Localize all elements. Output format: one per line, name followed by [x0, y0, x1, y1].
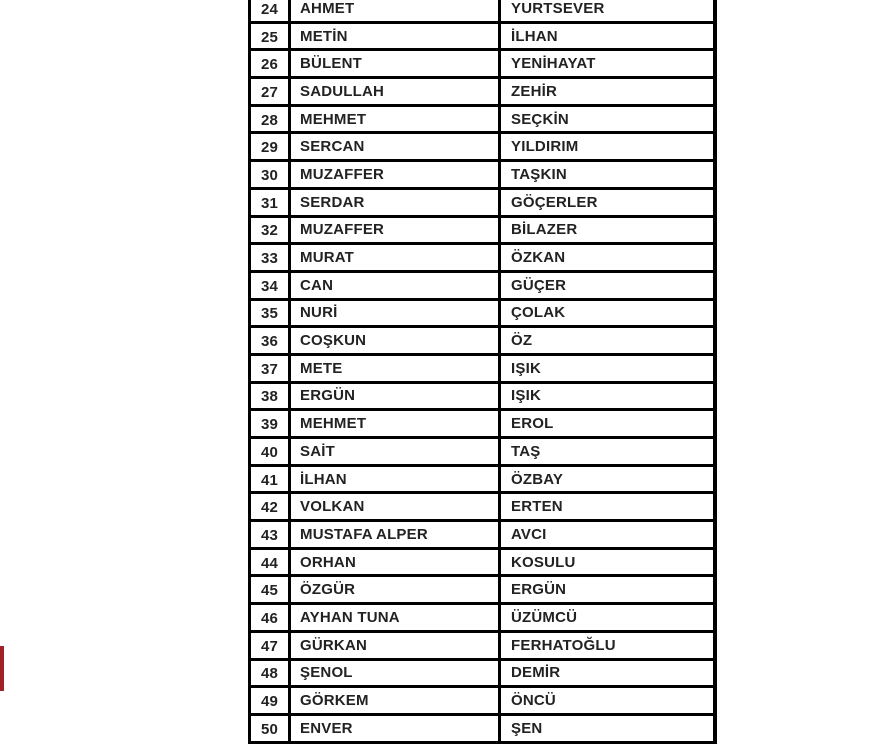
first-name-cell: MUSTAFA ALPER	[288, 522, 498, 547]
first-name-cell: METİN	[288, 24, 498, 49]
surname-cell: GÖÇERLER	[498, 190, 713, 215]
row-number-cell: 39	[260, 416, 279, 434]
surname-cell: ÖZKAN	[498, 245, 713, 270]
row-number-cell: 28	[260, 111, 279, 129]
table-row	[251, 688, 713, 716]
table-row	[251, 51, 713, 79]
row-number-cell: 27	[260, 83, 279, 101]
surname-cell: TAŞKIN	[498, 162, 713, 187]
first-name-cell: COŞKUN	[288, 328, 498, 353]
surname-cell: KOSULU	[498, 550, 713, 575]
surname-cell: BİLAZER	[498, 218, 713, 243]
row-number-cell: 36	[260, 333, 279, 351]
row-number-cell: 48	[260, 665, 279, 683]
first-name-cell: BÜLENT	[288, 51, 498, 76]
table-row	[251, 522, 713, 550]
row-number-cell: 42	[260, 499, 279, 517]
row-number-cell: 30	[260, 166, 279, 184]
table-row	[251, 550, 713, 578]
surname-cell: TAŞ	[498, 439, 713, 464]
first-name-cell: MUZAFFER	[288, 162, 498, 187]
row-number-cell: 46	[260, 609, 279, 627]
surname-cell: YURTSEVER	[498, 0, 713, 21]
row-number-cell: 26	[260, 56, 279, 74]
row-number-cell: 35	[260, 305, 279, 323]
row-number-cell: 24	[260, 0, 279, 18]
first-name-cell: GÖRKEM	[288, 688, 498, 713]
surname-cell: ERGÜN	[498, 577, 713, 602]
row-number-cell: 33	[260, 250, 279, 268]
table-row	[251, 107, 713, 135]
row-number-cell: 29	[260, 139, 279, 157]
surname-cell: ERTEN	[498, 494, 713, 519]
first-name-cell: VOLKAN	[288, 494, 498, 519]
first-name-cell: ÖZGÜR	[288, 577, 498, 602]
surname-cell: ÜZÜMCÜ	[498, 605, 713, 630]
row-number-cell: 44	[260, 554, 279, 572]
surname-cell: GÜÇER	[498, 273, 713, 298]
first-name-cell: ŞENOL	[288, 661, 498, 686]
table-row	[251, 467, 713, 495]
surname-cell: İLHAN	[498, 24, 713, 49]
row-number-cell: 38	[260, 388, 279, 406]
row-number-cell: 49	[260, 693, 279, 711]
first-name-cell: MUZAFFER	[288, 218, 498, 243]
first-name-cell: CAN	[288, 273, 498, 298]
surname-cell: ÖNCÜ	[498, 688, 713, 713]
table-row	[251, 79, 713, 107]
surname-cell: AVCI	[498, 522, 713, 547]
name-roster-table	[248, 0, 717, 744]
surname-cell: DEMİR	[498, 661, 713, 686]
surname-cell: SEÇKİN	[498, 107, 713, 132]
row-number-cell: 45	[260, 582, 279, 600]
surname-cell: IŞIK	[498, 384, 713, 409]
row-number-cell: 47	[260, 637, 279, 655]
table-row	[251, 245, 713, 273]
table-row	[251, 273, 713, 301]
first-name-cell: AHMET	[288, 0, 498, 21]
table-row	[251, 356, 713, 384]
surname-cell: ÇOLAK	[498, 301, 713, 326]
surname-cell: EROL	[498, 411, 713, 436]
table-row	[251, 218, 713, 246]
table-row	[251, 384, 713, 412]
table-row	[251, 0, 713, 24]
surname-cell: ŞEN	[498, 716, 713, 741]
table-row	[251, 328, 713, 356]
table-row	[251, 494, 713, 522]
table-row	[251, 661, 713, 689]
table-row	[251, 577, 713, 605]
first-name-cell: NURİ	[288, 301, 498, 326]
row-number-cell: 25	[260, 28, 279, 46]
first-name-cell: SERCAN	[288, 134, 498, 159]
first-name-cell: İLHAN	[288, 467, 498, 492]
surname-cell: ÖZ	[498, 328, 713, 353]
first-name-cell: GÜRKAN	[288, 633, 498, 658]
row-number-cell: 50	[260, 720, 279, 738]
table-row	[251, 162, 713, 190]
surname-cell: YILDIRIM	[498, 134, 713, 159]
row-number-cell: 32	[260, 222, 279, 240]
row-number-cell: 40	[260, 443, 279, 461]
table-row	[251, 716, 713, 744]
first-name-cell: MEHMET	[288, 411, 498, 436]
first-name-cell: ENVER	[288, 716, 498, 741]
table-row	[251, 134, 713, 162]
table-row	[251, 301, 713, 329]
first-name-cell: MURAT	[288, 245, 498, 270]
row-number-cell: 31	[260, 194, 279, 212]
surname-cell: ÖZBAY	[498, 467, 713, 492]
first-name-cell: METE	[288, 356, 498, 381]
surname-cell: YENİHAYAT	[498, 51, 713, 76]
row-number-cell: 41	[260, 471, 279, 489]
surname-cell: IŞIK	[498, 356, 713, 381]
row-number-cell: 43	[260, 526, 279, 544]
first-name-cell: MEHMET	[288, 107, 498, 132]
first-name-cell: SADULLAH	[288, 79, 498, 104]
table-row	[251, 439, 713, 467]
first-name-cell: ERGÜN	[288, 384, 498, 409]
first-name-cell: SERDAR	[288, 190, 498, 215]
surname-cell: FERHATOĞLU	[498, 633, 713, 658]
table-row	[251, 605, 713, 633]
table-row	[251, 411, 713, 439]
first-name-cell: SAİT	[288, 439, 498, 464]
surname-cell: ZEHİR	[498, 79, 713, 104]
table-row	[251, 633, 713, 661]
table-row	[251, 24, 713, 52]
red-edge-marker	[0, 646, 4, 691]
first-name-cell: ORHAN	[288, 550, 498, 575]
row-number-cell: 37	[260, 360, 279, 378]
first-name-cell: AYHAN TUNA	[288, 605, 498, 630]
row-number-cell: 34	[260, 277, 279, 295]
table-row	[251, 190, 713, 218]
